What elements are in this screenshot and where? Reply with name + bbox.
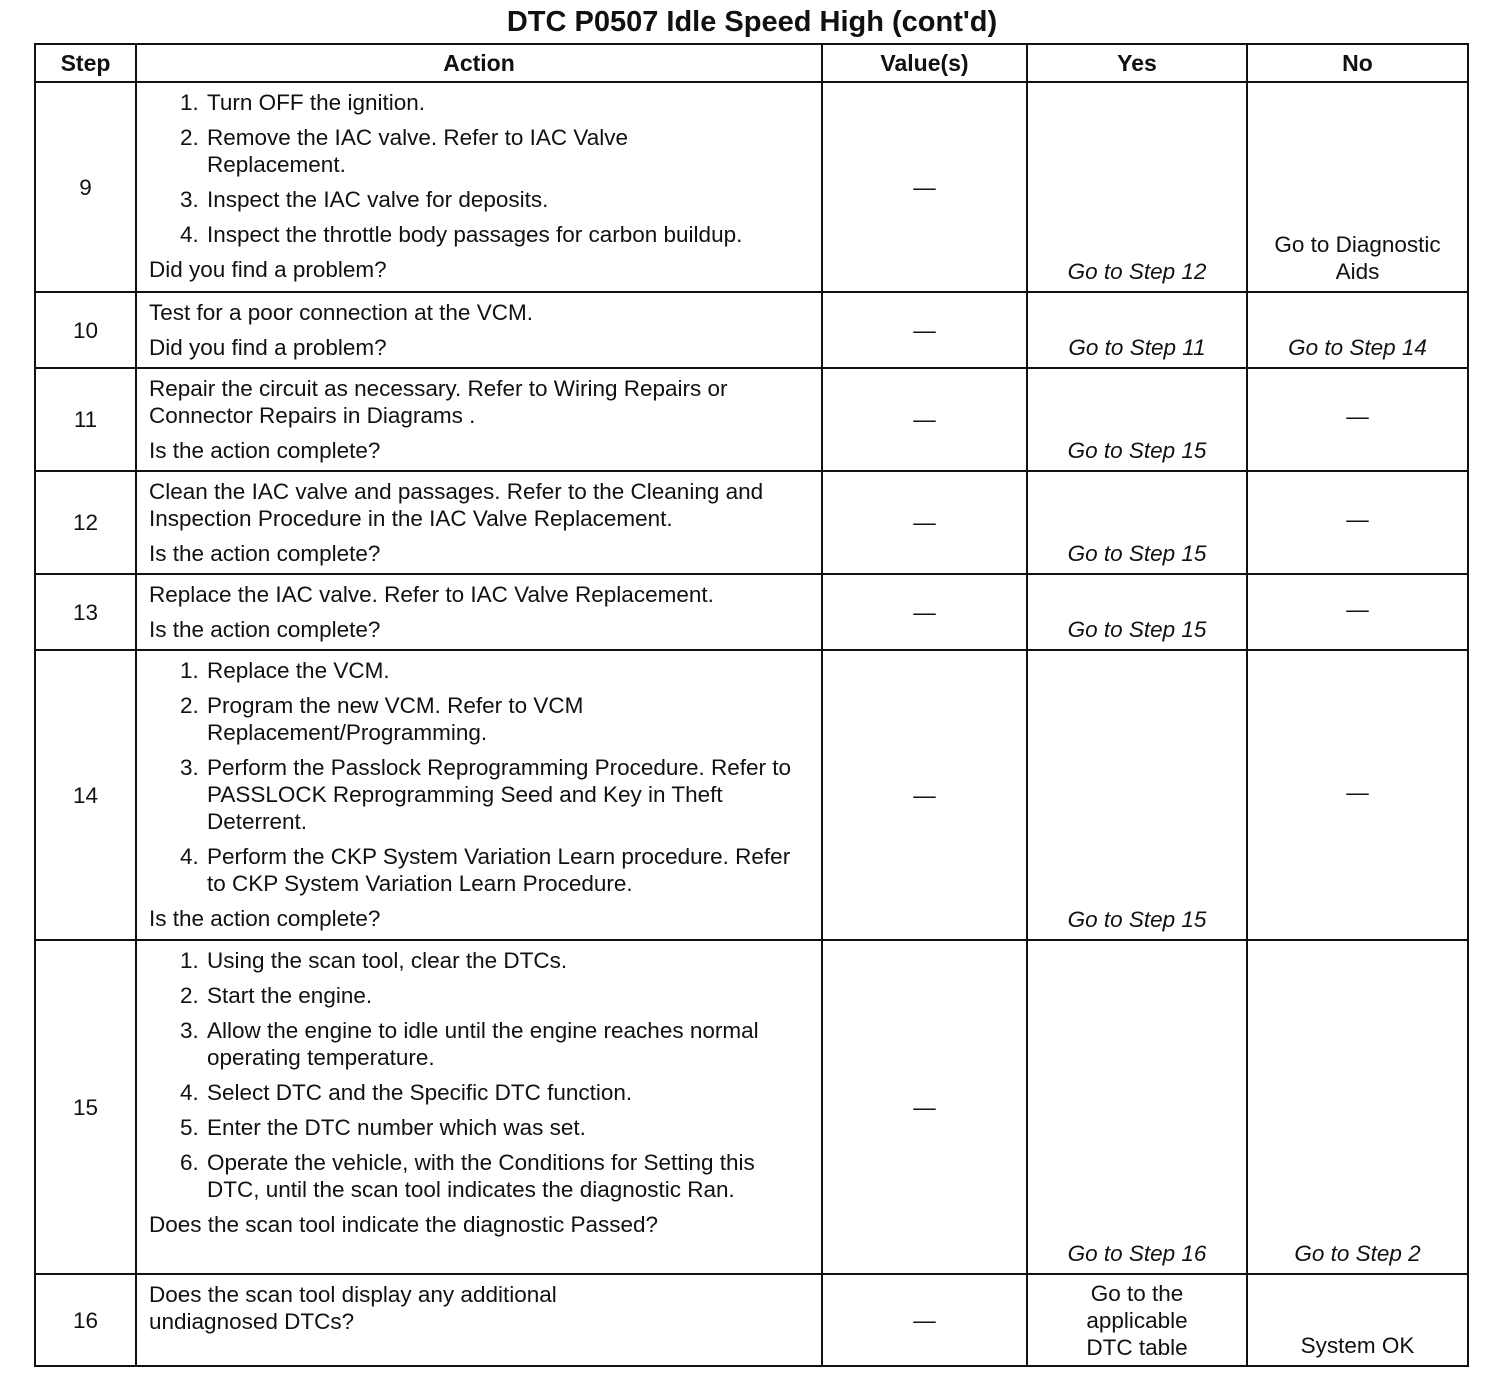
list-item: 3. Inspect the IAC valve for deposits. [205, 186, 811, 213]
action-question: Does the scan tool indicate the diagnostic Passed? [149, 1212, 659, 1237]
list-item: 3. Perform the Passlock Reprogramming Procedure. Refer to PASSLOCK Reprogramming Seed and Key in Theft Deterrent. [205, 754, 811, 835]
action-cell [136, 368, 822, 471]
step-number: 14 [35, 650, 136, 940]
action-question: Is the action complete? [149, 541, 381, 566]
step-number: 16 [35, 1274, 136, 1366]
action-cell [136, 940, 822, 1274]
action-text: Replace the IAC valve. Refer to IAC Valve Replacement. [149, 582, 714, 607]
list-item: 5. Enter the DTC number which was set. [205, 1114, 811, 1141]
no-cell: — [1247, 574, 1468, 650]
list-item: 1. Turn OFF the ignition. [205, 89, 811, 116]
yes-cell: Go to Step 15 [1027, 650, 1247, 940]
action-text: Repair the circuit as necessary. Refer to Wiring Repairs or Connector Repairs in Diagrams . [149, 376, 728, 428]
action-text: Test for a poor connection at the VCM. [149, 300, 533, 325]
table-row [35, 471, 1468, 574]
list-item: 3. Allow the engine to idle until the engine reaches normal operating temperature. [205, 1017, 811, 1071]
table-row [35, 940, 1468, 1274]
no-cell: Go to Step 14 [1247, 292, 1468, 368]
table-row [35, 650, 1468, 940]
list-item: 4. Select DTC and the Specific DTC function. [205, 1079, 811, 1106]
list-item: 2. Start the engine. [205, 982, 811, 1009]
table-row [35, 368, 1468, 471]
no-cell: — [1247, 368, 1468, 471]
no-cell: Go to Diagnostic Aids [1247, 82, 1468, 292]
action-question: Did you find a problem? [149, 335, 387, 360]
yes-cell: Go to Step 15 [1027, 368, 1247, 471]
action-question: Is the action complete? [149, 906, 381, 931]
yes-cell: Go to Step 16 [1027, 940, 1247, 1274]
action-cell [136, 1274, 822, 1366]
value-cell: — [822, 940, 1027, 1274]
action-list [149, 947, 811, 1203]
action-list [149, 657, 811, 897]
header-no: No [1247, 44, 1468, 82]
step-number: 12 [35, 471, 136, 574]
list-item: 6. Operate the vehicle, with the Conditions for Setting this DTC, until the scan tool indicates the diagnostic Ran. [205, 1149, 811, 1203]
no-cell: — [1247, 650, 1468, 940]
step-number: 10 [35, 292, 136, 368]
value-cell: — [822, 650, 1027, 940]
table-row [35, 574, 1468, 650]
table-row [35, 1274, 1468, 1366]
action-question: Is the action complete? [149, 617, 381, 642]
header-step: Step [35, 44, 136, 82]
value-cell: — [822, 82, 1027, 292]
page-title: DTC P0507 Idle Speed High (cont'd) [506, 6, 998, 38]
action-text: Clean the IAC valve and passages. Refer to the Cleaning and Inspection Procedure in the IAC Valve Replacement. [149, 479, 764, 531]
table-row [35, 292, 1468, 368]
header-values: Value(s) [822, 44, 1027, 82]
no-cell: Go to Step 2 [1247, 940, 1468, 1274]
action-cell [136, 574, 822, 650]
no-cell: System OK [1247, 1274, 1468, 1366]
header-action: Action [136, 44, 822, 82]
list-item: 1. Using the scan tool, clear the DTCs. [205, 947, 811, 974]
yes-cell: Go to Step 15 [1027, 471, 1247, 574]
diagnostic-table [34, 43, 1469, 1367]
yes-cell: Go to Step 15 [1027, 574, 1247, 650]
action-question: Did you find a problem? [149, 257, 387, 282]
step-number: 11 [35, 368, 136, 471]
list-item: 4. Perform the CKP System Variation Learn procedure. Refer to CKP System Variation Learn Procedure. [205, 843, 811, 897]
header-yes: Yes [1027, 44, 1247, 82]
no-cell: — [1247, 471, 1468, 574]
list-item: 4. Inspect the throttle body passages for carbon buildup. [205, 221, 811, 248]
yes-cell: Go to Step 11 [1027, 292, 1247, 368]
value-cell: — [822, 368, 1027, 471]
action-cell [136, 650, 822, 940]
value-cell: — [822, 1274, 1027, 1366]
value-cell: — [822, 292, 1027, 368]
value-cell: — [822, 471, 1027, 574]
list-item: 2. Program the new VCM. Refer to VCM Replacement/Programming. [205, 692, 811, 746]
step-number: 15 [35, 940, 136, 1274]
list-item: 2. Remove the IAC valve. Refer to IAC Valve Replacement. [205, 124, 811, 178]
action-list [149, 89, 811, 248]
action-cell [136, 292, 822, 368]
action-cell [136, 471, 822, 574]
action-text: Does the scan tool display any additional undiagnosed DTCs? [149, 1282, 557, 1334]
action-cell [136, 82, 822, 292]
step-number: 13 [35, 574, 136, 650]
value-cell: — [822, 574, 1027, 650]
step-number: 9 [35, 82, 136, 292]
table-row [35, 82, 1468, 292]
header-row [35, 44, 1468, 82]
yes-cell: Go to the applicable DTC table [1027, 1274, 1247, 1366]
action-question: Is the action complete? [149, 438, 381, 463]
yes-cell: Go to Step 12 [1027, 82, 1247, 292]
list-item: 1. Replace the VCM. [205, 657, 811, 684]
